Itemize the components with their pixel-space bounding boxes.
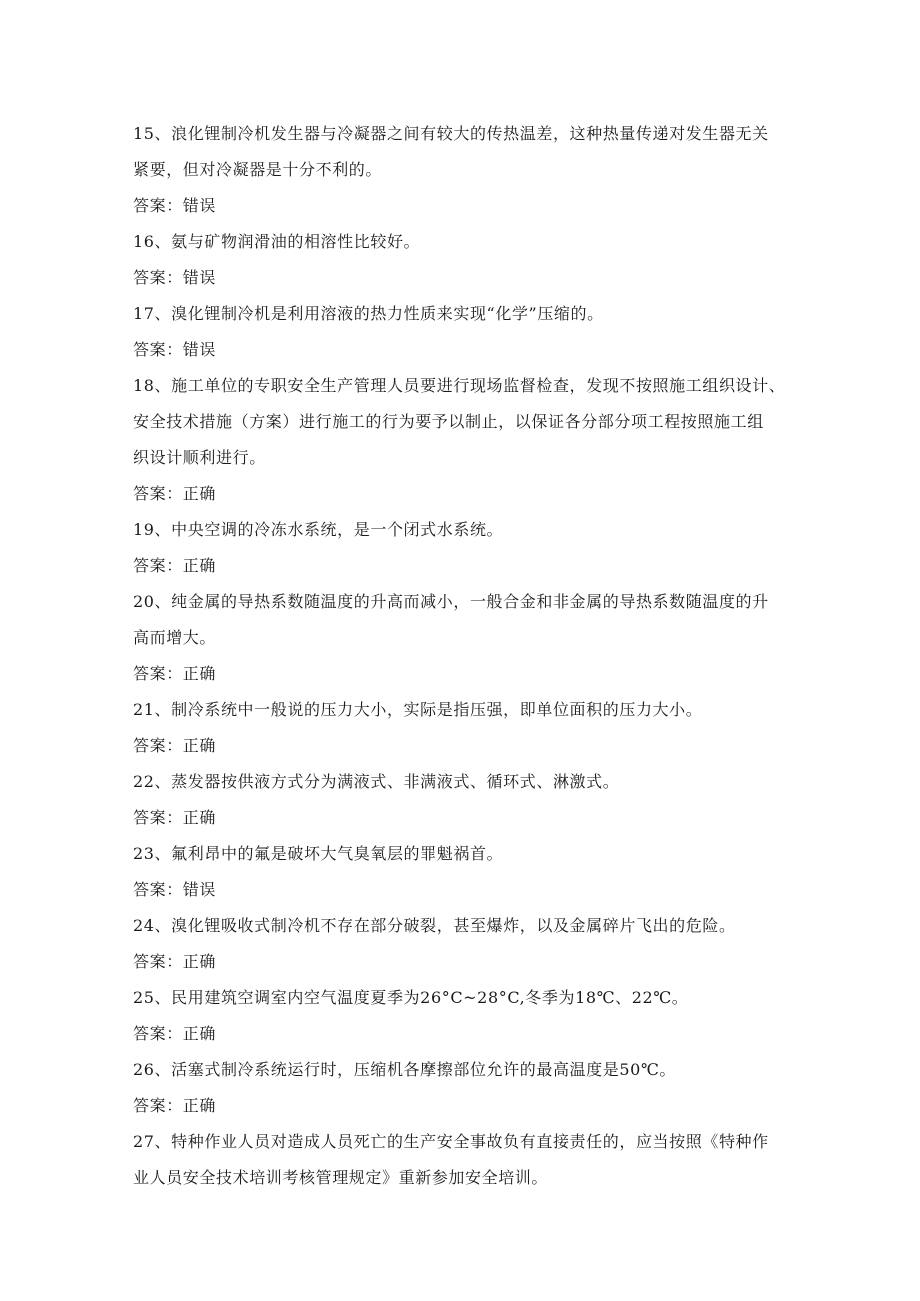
question-22-line-1: 22、蒸发器按供液方式分为满液式、非满液式、循环式、淋激式。 bbox=[133, 772, 620, 791]
answer-23: 答案：错误 bbox=[133, 880, 217, 899]
question-18-line-3: 织设计顺利进行。 bbox=[133, 448, 266, 467]
answer-24: 答案：正确 bbox=[133, 952, 217, 971]
question-21-line-1: 21、制冷系统中一般说的压力大小，实际是指压强，即单位面积的压力大小。 bbox=[133, 700, 703, 719]
answer-20: 答案：正确 bbox=[133, 664, 217, 683]
question-17-line-1: 17、溴化锂制冷机是利用溶液的热力性质来实现“化学”压缩的。 bbox=[133, 304, 604, 323]
answer-16: 答案：错误 bbox=[133, 268, 217, 287]
question-15-line-2: 紧要，但对冷凝器是十分不利的。 bbox=[133, 160, 383, 179]
question-15-line-1: 15、浪化锂制冷机发生器与冷凝器之间有较大的传热温差，这种热量传递对发生器无关 bbox=[133, 124, 769, 143]
question-27-line-2: 业人员安全技术培训考核管理规定》重新参加安全培训。 bbox=[133, 1168, 549, 1187]
question-27-line-1: 27、特种作业人员对造成人员死亡的生产安全事故负有直接责任的，应当按照《特种作 bbox=[133, 1132, 769, 1151]
question-24-line-1: 24、溴化锂吸收式制冷机不存在部分破裂，甚至爆炸，以及金属碎片飞出的危险。 bbox=[133, 916, 736, 935]
answer-22: 答案：正确 bbox=[133, 808, 217, 827]
answer-25: 答案：正确 bbox=[133, 1024, 217, 1043]
answer-21: 答案：正确 bbox=[133, 736, 217, 755]
question-20-line-1: 20、纯金属的导热系数随温度的升高而减小，一般合金和非金属的导热系数随温度的升 bbox=[133, 592, 769, 611]
document-page bbox=[133, 116, 813, 1196]
question-18-line-1: 18、施工单位的专职安全生产管理人员要进行现场监督检查，发现不按照施工组织设计、 bbox=[133, 376, 786, 395]
answer-26: 答案：正确 bbox=[133, 1096, 217, 1115]
question-19-line-1: 19、中央空调的冷冻水系统，是一个闭式水系统。 bbox=[133, 520, 504, 539]
answer-19: 答案：正确 bbox=[133, 556, 217, 575]
question-26-line-1: 26、活塞式制冷系统运行时，压缩机各摩擦部位允许的最高温度是50℃。 bbox=[133, 1060, 677, 1079]
question-18-line-2: 安全技术措施（方案）进行施工的行为要予以制止，以保证各分部分项工程按照施工组 bbox=[133, 412, 764, 431]
question-16-line-1: 16、氨与矿物润滑油的相溶性比较好。 bbox=[133, 232, 421, 251]
answer-18: 答案：正确 bbox=[133, 484, 217, 503]
question-23-line-1: 23、氟利昂中的氟是破坏大气臭氧层的罪魁祸首。 bbox=[133, 844, 504, 863]
question-20-line-2: 高而增大。 bbox=[133, 628, 217, 647]
answer-15: 答案：错误 bbox=[133, 196, 217, 215]
answer-17: 答案：错误 bbox=[133, 340, 217, 359]
question-25-line-1: 25、民用建筑空调室内空气温度夏季为26°C~28°C,冬季为18℃、22℃。 bbox=[133, 988, 689, 1007]
